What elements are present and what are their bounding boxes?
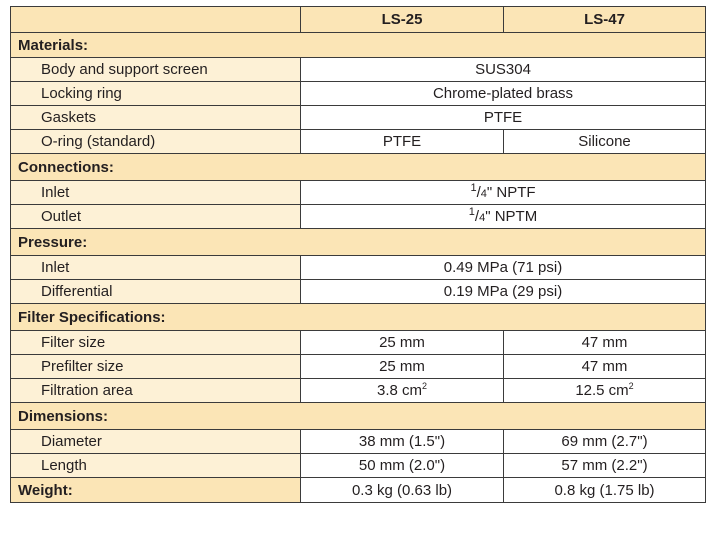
value-ls25: 38 mm (1.5") <box>301 430 504 454</box>
value-ls47: 0.8 kg (1.75 lb) <box>504 478 706 503</box>
row-label: Outlet <box>11 205 301 229</box>
row-label: Filter size <box>11 331 301 355</box>
table-row <box>11 58 706 82</box>
row-label: Filtration area <box>11 379 301 403</box>
section-dimensions <box>11 403 706 430</box>
header-model-ls47: LS-47 <box>504 7 706 33</box>
table-row <box>11 256 706 280</box>
table-row <box>11 205 706 229</box>
section-connections <box>11 154 706 181</box>
section-pressure <box>11 229 706 256</box>
section-title: Materials: <box>11 33 706 58</box>
header-row <box>11 7 706 33</box>
shared-value: $^1$/4" NPTM <box>301 205 706 229</box>
row-label: Length <box>11 454 301 478</box>
table-row <box>11 130 706 154</box>
section-title: Pressure: <box>11 229 706 256</box>
table-row <box>11 82 706 106</box>
table-row <box>11 430 706 454</box>
shared-value: PTFE <box>301 106 706 130</box>
header-model-ls25: LS-25 <box>301 7 504 33</box>
section-materials <box>11 33 706 58</box>
value-ls47: 69 mm (2.7") <box>504 430 706 454</box>
row-label: Inlet <box>11 256 301 280</box>
value-ls47: 12.5 $cm^2$ <box>504 379 706 403</box>
section-title: Connections: <box>11 154 706 181</box>
value-ls47: Silicone <box>504 130 706 154</box>
row-label: Differential <box>11 280 301 304</box>
row-label: Prefilter size <box>11 355 301 379</box>
value-ls25: 50 mm (2.0") <box>301 454 504 478</box>
value-ls25: 25 mm <box>301 331 504 355</box>
shared-value: Chrome-plated brass <box>301 82 706 106</box>
shared-value: 0.19 MPa (29 psi) <box>301 280 706 304</box>
row-label: Body and support screen <box>11 58 301 82</box>
value-ls47: 47 mm <box>504 355 706 379</box>
specifications-table <box>10 6 706 503</box>
table-row <box>11 106 706 130</box>
value-ls25: 25 mm <box>301 355 504 379</box>
value-ls47: 57 mm (2.2") <box>504 454 706 478</box>
section-title: Filter Specifications: <box>11 304 706 331</box>
section-filter-specifications <box>11 304 706 331</box>
table-row <box>11 379 706 403</box>
row-label: O-ring (standard) <box>11 130 301 154</box>
table-row <box>11 280 706 304</box>
table-row <box>11 181 706 205</box>
header-blank-cell <box>11 7 301 33</box>
row-label: Inlet <box>11 181 301 205</box>
shared-value: SUS304 <box>301 58 706 82</box>
value-ls25: 3.8 $cm^2$ <box>301 379 504 403</box>
section-title: Dimensions: <box>11 403 706 430</box>
value-ls47: 47 mm <box>504 331 706 355</box>
table-row <box>11 331 706 355</box>
row-label: Gaskets <box>11 106 301 130</box>
row-label: Locking ring <box>11 82 301 106</box>
weight-row <box>11 478 706 503</box>
shared-value: $^1$/4" NPTF <box>301 181 706 205</box>
table-row <box>11 355 706 379</box>
weight-label: Weight: <box>11 478 301 503</box>
table-row <box>11 454 706 478</box>
row-label: Diameter <box>11 430 301 454</box>
shared-value: 0.49 MPa (71 psi) <box>301 256 706 280</box>
value-ls25: 0.3 kg (0.63 lb) <box>301 478 504 503</box>
value-ls25: PTFE <box>301 130 504 154</box>
